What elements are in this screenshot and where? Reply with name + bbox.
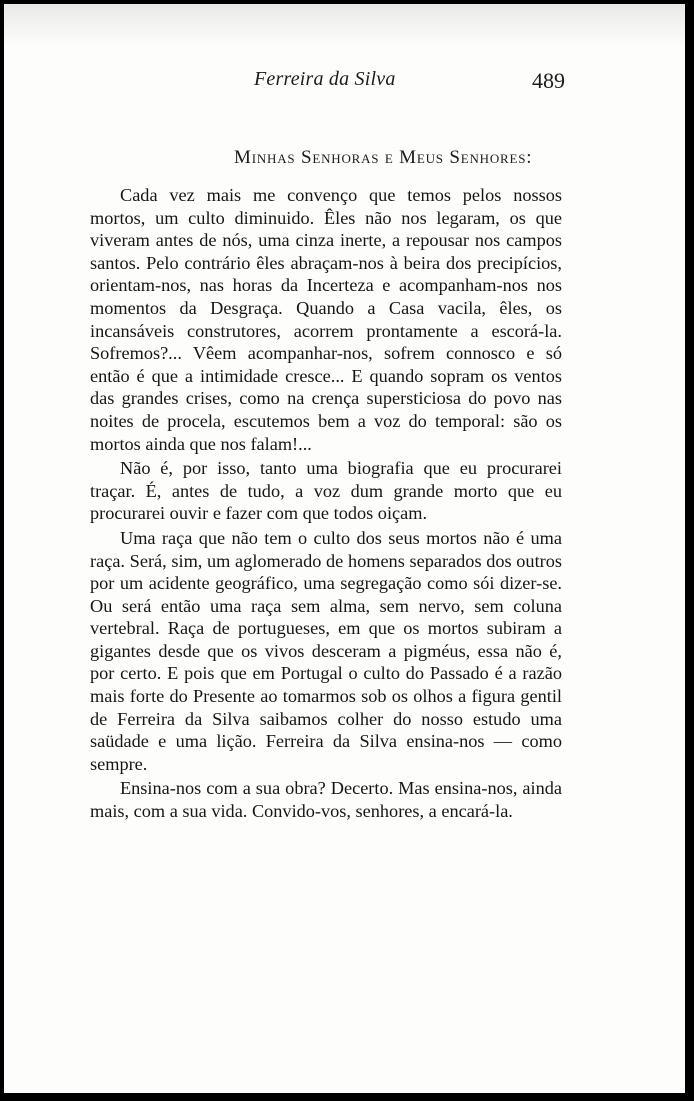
paragraph-3: Uma raça que não tem o culto dos seus mortos não é uma raça. Será, sim, um aglomerado de homens separados dos outros por um acidente geográfico, uma segregação como sói dizer-se. Ou será então uma raça sem alma, sem nervo, sem coluna vertebral. Raça de portugueses, em que os mortos subiram a gigantes desde que os vivos desceram a pigméus, essa não é, por certo. E pois que em Portugal o culto do Passado é a razão mais forte do Presente ao tomarmos sob os olhos a figura gentil de Ferreira da Silva saibamos colher do nosso estudo uma saüdade e uma lição. Ferreira da Silva ensina-nos — como sempre.	[90, 527, 562, 774]
page-number: 489	[532, 68, 565, 93]
paragraph-4: Ensina-nos com a sua obra? Decerto. Mas ensina-nos, ainda mais, com a sua vida. Convido-vos, senhores, a encará-la.	[90, 778, 562, 822]
body-text	[90, 184, 562, 823]
paragraph-2: Não é, por isso, tanto uma biografia que eu procurarei traçar. É, antes de tudo, a voz dum grande morto que eu procurarei ouvir e fazer com que todos oiçam.	[90, 458, 562, 524]
running-title: Ferreira da Silva	[254, 68, 396, 90]
scan-shadow	[4, 4, 685, 46]
salutation-heading: Minhas Senhoras e Meus Senhores:	[234, 147, 533, 168]
paragraph-1: Cada vez mais me convenço que temos pelos nossos mortos, um culto diminuido. Êles não nos legaram, os que viveram antes de nós, uma cinza inerte, a repousar nos campos santos. Pelo contrário êles abraçam-nos à beira dos precipícios, orientam-nos, nas horas da Incerteza e acompanham-nos nos momentos da Desgraça. Quando a Casa vacila, êles, os incansáveis construtores, acorrem prontamente a escorá-la. Sofremos?... Vêem acompanhar-nos, sofrem connosco e só então é que a intimidade cresce... E quando sopram os ventos das grandes crises, como na crença supersticiosa do povo nas noites de procela, escutemos bem a voz do temporal: são os mortos ainda que nos falam!...	[90, 185, 562, 454]
book-page	[4, 4, 685, 1093]
